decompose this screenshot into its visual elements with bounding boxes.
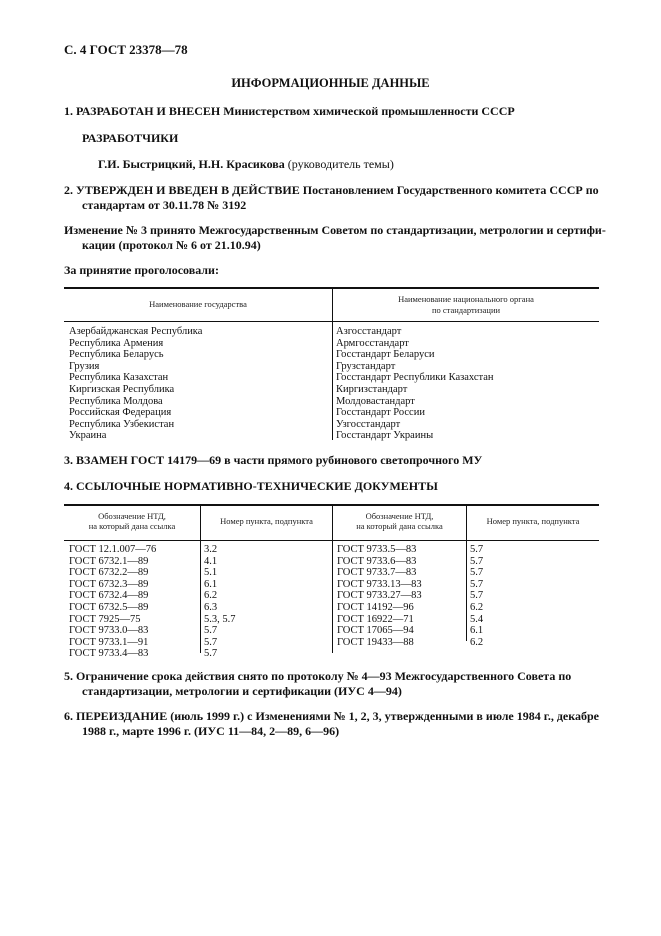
section-4-title: 4. ССЫЛОЧНЫЕ НОРМАТИВНО-ТЕХНИЧЕСКИЕ ДОКУМЕНТЫ: [64, 479, 438, 493]
developers-role: (руководитель темы): [287, 157, 394, 171]
ref-item: 5.7: [470, 555, 484, 567]
ref-doc: ГОСТ 9733.7—83: [337, 567, 417, 579]
ref-doc: ГОСТ 9733.6—83: [337, 555, 417, 567]
section-1-text: 1. РАЗРАБОТАН И ВНЕСЕН Министерством химической промышленности СССР: [64, 104, 515, 118]
standards-body-name: Молдовастандарт: [336, 395, 415, 407]
state-name: Украина: [69, 430, 107, 442]
voted-label: За принятие проголосовали:: [64, 263, 219, 277]
refs-divider-3: [466, 540, 467, 641]
ref-doc: ГОСТ 12.1.007—76: [69, 544, 157, 555]
refs-header-item-right: Номер пункта, подпункта: [486, 516, 580, 526]
state-name: Киргизская Республика: [69, 383, 175, 395]
ref-item: 5.7: [204, 625, 218, 637]
standards-body-name: Госстандарт России: [336, 407, 425, 419]
standards-body-name: Госстандарт Украины: [336, 430, 434, 442]
standards-body-name: Киргизстандарт: [336, 383, 408, 395]
ref-doc: ГОСТ 6732.4—89: [69, 590, 149, 602]
ref-item: 5.7: [470, 567, 484, 579]
ref-item: 5.7: [470, 544, 484, 555]
refs-right-items-column: [470, 544, 483, 648]
amendment-line-2: кации (протокол № 6 от 21.10.94): [82, 238, 261, 252]
ref-doc: ГОСТ 16922—71: [337, 613, 414, 625]
state-name: Республика Узбекистан: [69, 418, 175, 430]
page-title: ИНФОРМАЦИОННЫЕ ДАННЫЕ: [231, 76, 430, 90]
standards-body-name: Госстандарт Республики Казахстан: [336, 372, 494, 384]
amendment-line-1: Изменение № 3 принято Межгосударственным Советом по стандартизации, метрологии и сертифи-: [64, 223, 606, 237]
state-name: Республика Беларусь: [69, 349, 164, 361]
ref-item: 6.3: [204, 601, 218, 613]
refs-header-doc-right-2: на который дана ссылка: [356, 521, 443, 531]
ref-item: 5.7: [204, 636, 218, 648]
refs-left-items-column: [204, 544, 236, 660]
standards-body-name: Азгосстандарт: [336, 326, 402, 337]
standards-body-name: Узгосстандарт: [336, 418, 401, 430]
ref-item: 5.1: [204, 567, 218, 579]
state-name: Грузия: [69, 360, 100, 372]
state-name: Республика Молдова: [69, 395, 163, 407]
states-header-body-1: Наименование национального органа: [398, 294, 534, 304]
section-6-line-1: 6. ПЕРЕИЗДАНИЕ (июль 1999 г.) с Изменениями № 1, 2, 3, утвержденными в июле 1984 г., декабре: [64, 709, 599, 723]
refs-table-header-rule: [64, 540, 599, 541]
page-header: С. 4 ГОСТ 23378—78: [64, 42, 188, 57]
standards-body-name: Госстандарт Беларуси: [336, 349, 435, 361]
ref-item: 4.1: [204, 555, 218, 567]
ref-item: 5.4: [470, 613, 484, 625]
refs-right-docs-column: [337, 544, 422, 648]
standards-body-name: Грузстандарт: [336, 360, 396, 372]
ref-item: 6.2: [470, 601, 484, 613]
ref-doc: ГОСТ 6732.1—89: [69, 555, 149, 567]
developers-label: РАЗРАБОТЧИКИ: [82, 131, 179, 145]
developers-names: Г.И. Быстрицкий, Н.Н. Красикова: [98, 157, 285, 171]
ref-doc: ГОСТ 9733.4—83: [69, 648, 149, 660]
section-2-line-1: 2. УТВЕРЖДЕН И ВВЕДЕН В ДЕЙСТВИЕ Постановлением Государственного комитета СССР по: [64, 183, 599, 197]
ref-doc: ГОСТ 9733.27—83: [337, 590, 422, 602]
ref-doc: ГОСТ 9733.5—83: [337, 544, 417, 555]
ref-item: 6.2: [204, 590, 218, 602]
ref-doc: ГОСТ 6732.2—89: [69, 567, 149, 579]
section-2-line-2: стандартам от 30.11.78 № 3192: [82, 198, 247, 212]
state-name: Российская Федерация: [69, 407, 172, 419]
refs-header-doc-right-1: Обозначение НТД,: [365, 511, 434, 521]
ref-doc: ГОСТ 9733.13—83: [337, 578, 422, 590]
state-name: Республика Казахстан: [69, 372, 169, 384]
states-header-body-2: по стандартизации: [431, 305, 501, 315]
refs-header-doc-left-2: на который дана ссылка: [88, 521, 176, 531]
states-column: [69, 326, 202, 442]
ref-item: 6.1: [470, 625, 484, 637]
ref-doc: ГОСТ 17065—94: [337, 625, 414, 637]
ref-item: 6.1: [204, 578, 218, 590]
section-5-line-1: 5. Ограничение срока действия снято по протоколу № 4—93 Межгосударственного Совета по: [64, 669, 572, 683]
refs-header-doc-left-1: Обозначение НТД,: [98, 511, 166, 521]
ref-doc: ГОСТ 14192—96: [337, 601, 414, 613]
ref-item: 5.3, 5.7: [204, 613, 236, 625]
ref-item: 5.7: [204, 648, 218, 660]
states-header-state: Наименование государства: [149, 299, 247, 309]
ref-item: 5.7: [470, 578, 484, 590]
ref-doc: ГОСТ 9733.0—83: [69, 625, 149, 637]
states-table-header-rule: [64, 321, 599, 322]
refs-divider-2: [332, 540, 333, 653]
ref-item: 6.2: [470, 636, 484, 648]
ref-doc: ГОСТ 9733.1—91: [69, 636, 149, 648]
section-5-line-2: стандартизации, метрологии и сертификации (ИУС 4—94): [82, 684, 402, 698]
section-3-text: 3. ВЗАМЕН ГОСТ 14179—69 в части прямого рубинового светопрочного МУ: [64, 453, 483, 467]
ref-item: 3.2: [204, 544, 218, 555]
section-6-line-2: 1988 г., марте 1996 г. (ИУС 11—84, 2—89, 6—96): [82, 724, 340, 738]
ref-doc: ГОСТ 6732.5—89: [69, 601, 149, 613]
refs-header-item-left: Номер пункта, подпункта: [220, 516, 313, 526]
developers-line: [98, 156, 394, 172]
ref-doc: ГОСТ 19433—88: [337, 636, 414, 648]
state-name: Азербайджанская Республика: [69, 326, 203, 337]
state-name: Республика Армения: [69, 337, 164, 349]
refs-left-docs-column: [69, 544, 156, 660]
ref-doc: ГОСТ 6732.3—89: [69, 578, 149, 590]
refs-divider-1: [200, 540, 201, 653]
standards-body-name: Армгосстандарт: [336, 337, 409, 349]
ref-item: 5.7: [470, 590, 484, 602]
bodies-column: [336, 326, 494, 442]
ref-doc: ГОСТ 7925—75: [69, 613, 141, 625]
